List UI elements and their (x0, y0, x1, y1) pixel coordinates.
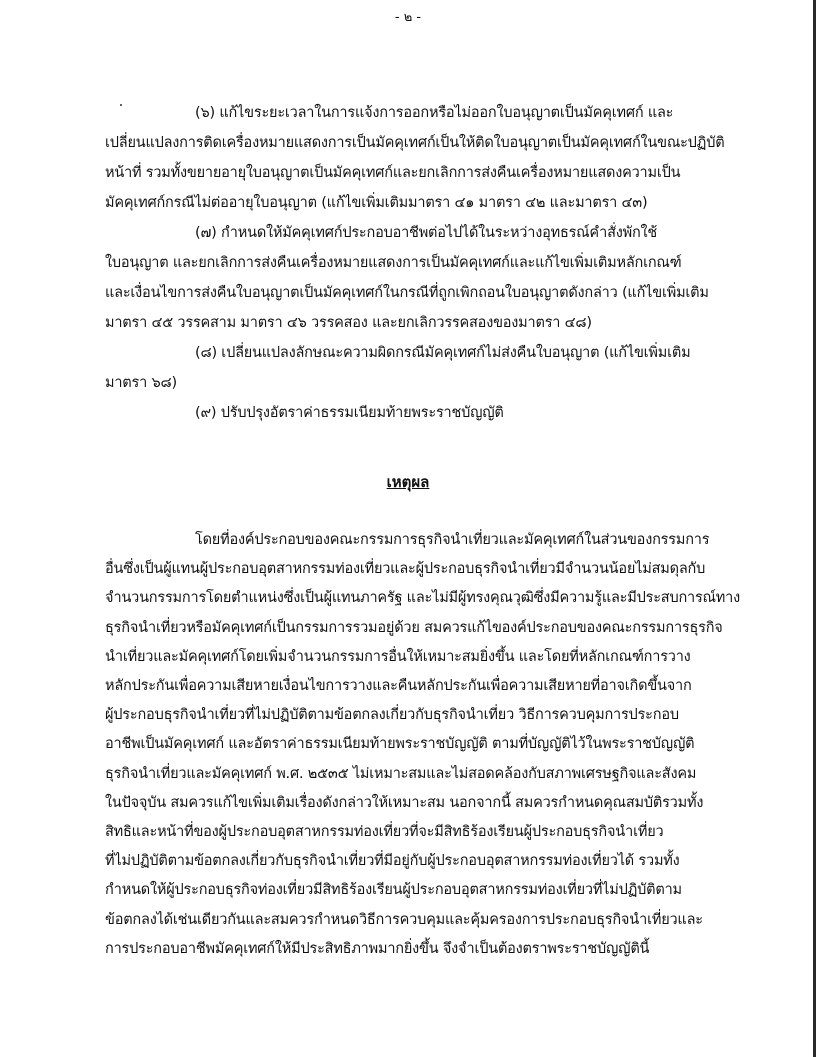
amendment-items (105, 98, 725, 428)
text-line: (๗) กำหนดให้มัคคุเทศก์ประกอบอาชีพต่อไปได้ในระหว่างอุทธรณ์คำสั่งพักใช้ (195, 225, 658, 241)
text-line: หน้าที่ รวมทั้งขยายอายุใบอนุญาตเป็นมัคคุเทศก์และยกเลิกการส่งคืนเครื่องหมายแสดงความเป็น (105, 165, 681, 181)
text-line: มาตรา ๖๘) (105, 375, 177, 391)
amendment-item-6 (105, 98, 725, 218)
text-line: นำเที่ยวและมัคคุเทศก์โดยเพิ่มจำนวนกรรมการอื่นให้เหมาะสมยิ่งขึ้น และโดยที่หลักเกณฑ์การวาง (105, 648, 691, 665)
text-line: มาตรา ๔๕ วรรคสาม มาตรา ๔๖ วรรคสอง และยกเลิกวรรคสองของมาตรา ๔๘) (105, 315, 592, 331)
text-line: มัคคุเทศก์กรณีไม่ต่ออายุใบอนุญาต (แก้ไขเพิ่มเติมมาตรา ๔๑ มาตรา ๔๒ และมาตรา ๔๓) (105, 195, 648, 211)
text-line: หลักประกันเพื่อความเสียหายเงื่อนไขการวางและคืนหลักประกันเพื่อความเสียหายที่อาจเกิดขึ้นจาก (105, 678, 692, 695)
text-line: ในปัจจุบัน สมควรแก้ไขเพิ่มเติมเรื่องดังกล่าวให้เหมาะสม นอกจากนี้ สมควรกำหนดคุณสมบัติรวมทั้ง (105, 794, 704, 811)
text-line: ที่ไม่ปฏิบัติตามข้อตกลงเกี่ยวกับธุรกิจนำเที่ยวที่มีอยู่กับผู้ประกอบอุตสาหกรรมท่องเที่ยวได้ รวมทั้ง (105, 853, 680, 870)
text-line: ผู้ประกอบธุรกิจนำเที่ยวที่ไม่ปฏิบัติตามข้อตกลงเกี่ยวกับธุรกิจนำเที่ยว วิธีการควบคุมการประกอบ (105, 707, 679, 724)
amendment-item-7 (105, 218, 715, 338)
text-line: (๘) เปลี่ยนแปลงลักษณะความผิดกรณีมัคคุเทศก์ไม่ส่งคืนใบอนุญาต (แก้ไขเพิ่มเติม (195, 345, 691, 361)
text-line: ธุรกิจนำเที่ยวหรือมัคคุเทศก์เป็นกรรมการรวมอยู่ด้วย สมควรแก้ไของค์ประกอบของคณะกรรมการธุรกิจ (105, 619, 723, 636)
text-line: ธุรกิจนำเที่ยวและมัคคุเทศก์ พ.ศ. ๒๕๓๕ ไม่เหมาะสมและไม่สอดคล้องกับสภาพเศรษฐกิจและสังคม (105, 765, 697, 782)
reasons-heading: เหตุผล (386, 473, 430, 491)
text-line: (๙) ปรับปรุงอัตราค่าธรรมเนียมท้ายพระราชบัญญัติ (195, 405, 504, 421)
text-line: กำหนดให้ผู้ประกอบธุรกิจท่องเที่ยวมีสิทธิร้องเรียนผู้ประกอบอุตสาหกรรมท่องเที่ยวที่ไม่ปฏิบัติตาม (105, 882, 682, 899)
text-line: สิทธิและหน้าที่ของผู้ประกอบอุตสาหกรรมท่องเที่ยวที่จะมีสิทธิร้องเรียนผู้ประกอบธุรกิจนำเที่ยว (105, 824, 664, 841)
text-line: (๖) แก้ไขระยะเวลาในการแจ้งการออกหรือไม่ออกใบอนุญาตเป็นมัคคุเทศก์ และ (195, 105, 674, 121)
page-number: - ๒ - (394, 10, 422, 25)
text-line: โดยที่องค์ประกอบของคณะกรรมการธุรกิจนำเที่ยวและมัคคุเทศก์ในส่วนของกรรมการ (195, 532, 710, 548)
amendment-item-8 (105, 338, 715, 398)
text-line: อื่นซึ่งเป็นผู้แทนผู้ประกอบอุตสาหกรรมท่องเที่ยวและผู้ประกอบธุรกิจนำเที่ยวมีจำนวนน้อยไม่สมดุลกับ (105, 561, 706, 578)
text-line: เปลี่ยนแปลงการติดเครื่องหมายแสดงการเป็นมัคคุเทศก์เป็นให้ติดใบอนุญาตเป็นมัคคุเทศก์ในขณะปฏิบัติ (105, 135, 725, 151)
text-line: ข้อตกลงได้เช่นเดียวกันและสมควรกำหนดวิธีการควบคุมและคุ้มครองการประกอบธุรกิจนำเที่ยวและ (105, 911, 703, 928)
text-line: อาชีพเป็นมัคคุเทศก์ และอัตราค่าธรรมเนียมท้ายพระราชบัญญัติ ตามที่บัญญัติไว้ในพระราชบัญญัติ (105, 736, 695, 753)
text-line: จำนวนกรรมการโดยตำแหน่งซึ่งเป็นผู้แทนภาครัฐ และไม่มีผู้ทรงคุณวุฒิซึ่งมีความรู้และมีประสบการณ์ทาง (105, 590, 740, 607)
text-line: การประกอบอาชีพมัคคุเทศก์ให้มีประสิทธิภาพมากยิ่งขึ้น จึงจำเป็นต้องตราพระราชบัญญัตินี้ (105, 940, 650, 957)
text-line: ใบอนุญาต และยกเลิกการส่งคืนเครื่องหมายแสดงการเป็นมัคคุเทศก์และแก้ไขเพิ่มเติมหลักเกณฑ์ (105, 255, 682, 271)
amendment-item-9 (105, 398, 715, 428)
reasons-paragraph (105, 526, 740, 964)
text-line: และเงื่อนไขการส่งคืนใบอนุญาตเป็นมัคคุเทศก์ในกรณีที่ถูกเพิกถอนใบอนุญาตดังกล่าว (แก้ไขเพิ่มเติม (105, 285, 709, 301)
